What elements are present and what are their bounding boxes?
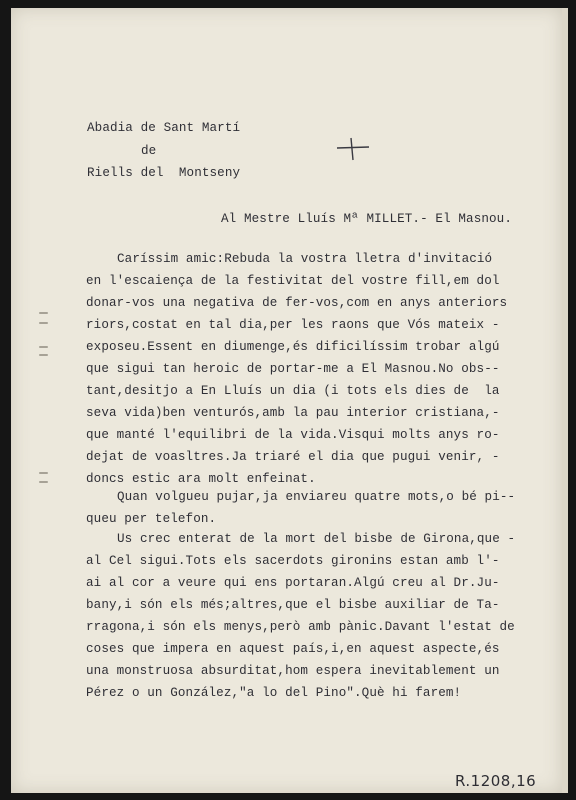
body-line: seva vida)ben venturós,amb la pau interior cristiana,- [86,406,500,420]
body-line: que sigui tan heroic de portar-me a El Masnou.No obs-- [86,362,500,376]
body-line: que manté l'equilibri de la vida.Visqui molts anys ro- [86,428,500,442]
body-line: en l'escaiença de la festivitat del vostre fill,em dol [86,274,500,288]
letter-page [11,8,568,793]
body-line: riors,costat en tal dia,per les raons que Vós mateix - [86,318,500,332]
body-line: exposeu.Essent en diumenge,és dificilíssim trobar algú [86,340,500,354]
body-line: queu per telefon. [86,512,217,526]
cross-mark-icon [333,136,373,162]
punch-marks [39,8,51,793]
body-line: Quan volgueu pujar,ja enviareu quatre mots,o bé pi-- [117,490,516,504]
body-line: ai al cor a veure qui ens portaran.Algú creu al Dr.Ju- [86,576,500,590]
body-line: Us crec enterat de la mort del bisbe de Girona,que - [117,532,516,546]
body-line: una monstruosa absurditat,hom espera inevitablement un [86,664,500,678]
body-line: bany,i són els més;altres,que el bisbe auxiliar de Ta- [86,598,500,612]
archive-reference: R.1208,16 [455,772,537,790]
body-line: tant,desitjo a En Lluís un dia (i tots els dies de la [86,384,500,398]
addressee-line: Al Mestre Lluís Mª MILLET.- El Masnou. [221,212,512,226]
sender-line-1: Abadia de Sant Martí [87,121,241,135]
body-line: dejat de voasltres.Ja triaré el dia que pugui venir, - [86,450,500,464]
body-line: rragona,i són els menys,però amb pànic.Davant l'estat de [86,620,515,634]
body-line: Pérez o un González,"a lo del Pino".Què hi farem! [86,686,462,700]
sender-line-3: Riells del Montseny [87,166,241,180]
sender-line-2: de [141,144,157,158]
body-line: al Cel sigui.Tots els sacerdots gironins estan amb l'- [86,554,500,568]
body-line: doncs estic ara molt enfeinat. [86,472,316,486]
body-line: coses que impera en aquest país,i,en aquest aspecte,és [86,642,500,656]
body-line: donar-vos una negativa de fer-vos,com en anys anteriors [86,296,508,310]
body-line: Caríssim amic:Rebuda la vostra lletra d'invitació [117,252,493,266]
